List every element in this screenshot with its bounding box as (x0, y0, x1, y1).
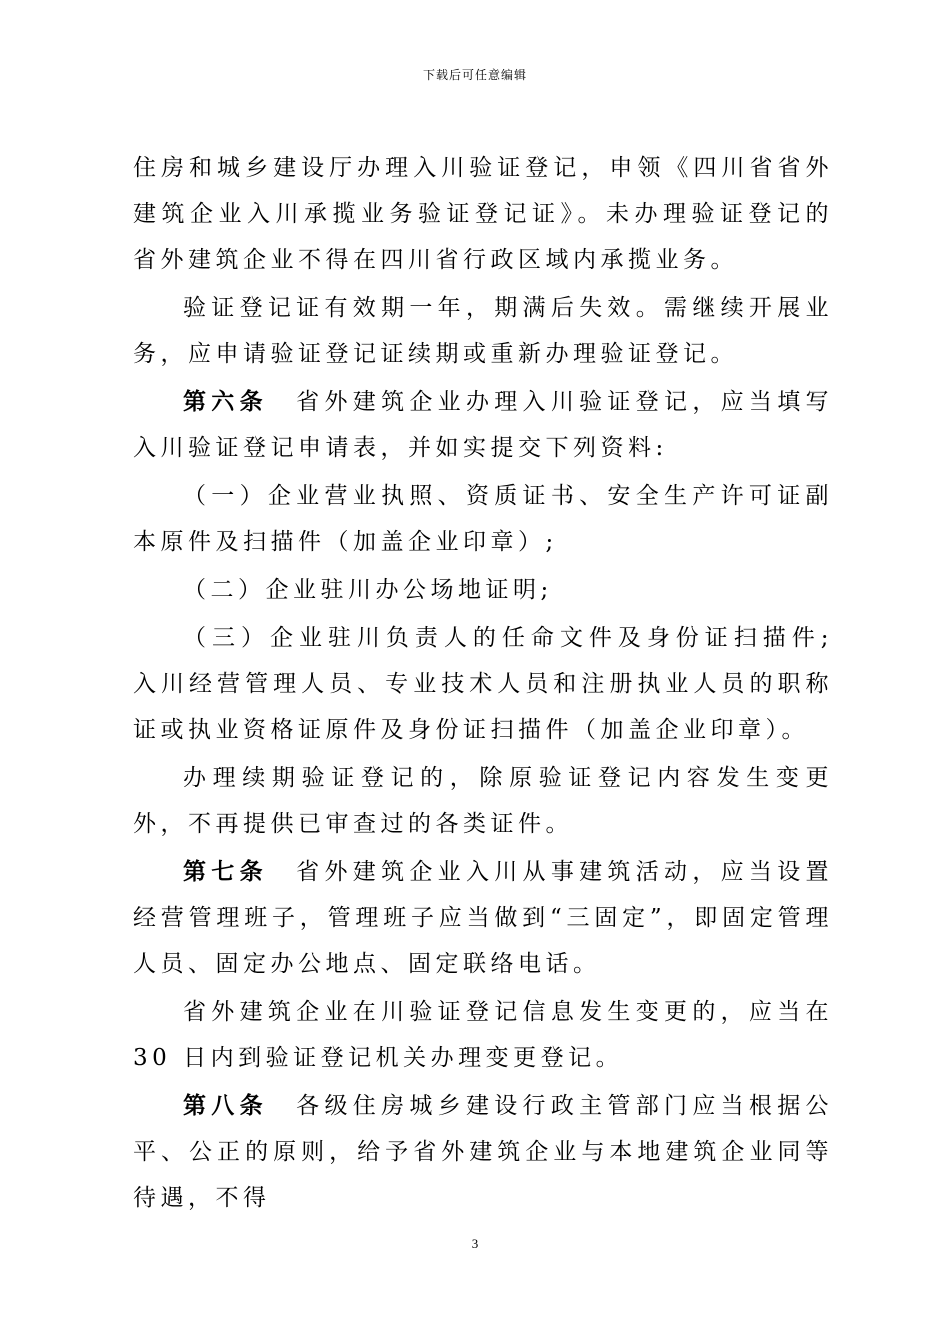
document-body (133, 145, 833, 1221)
page-header: 下载后可任意编辑 (422, 68, 527, 82)
page-number: 3 (471, 1236, 479, 1251)
list-item (133, 615, 833, 753)
paragraph-text: 省外建筑企业入川从事建筑活动，应当设置经营管理班子，管理班子应当做到“三固定”，即固定管理人员、固定办公地点、固定联络电话。 (133, 859, 834, 977)
list-item (133, 473, 833, 565)
article-heading: 第七条 (183, 858, 268, 885)
paragraph (133, 285, 833, 377)
paragraph-continuation (133, 145, 833, 283)
paragraph-text: （一）企业营业执照、资质证书、安全生产许可证副本原件及扫描件（加盖企业印章）; (133, 483, 833, 555)
article-7 (133, 849, 833, 987)
paragraph (133, 755, 833, 847)
paragraph-text: 省外建筑企业办理入川验证登记，应当填写入川验证登记申请表，并如实提交下列资料: (133, 389, 834, 461)
article-heading: 第八条 (183, 1092, 268, 1119)
list-item (133, 567, 833, 613)
paragraph (133, 989, 833, 1081)
paragraph-text: 各级住房城乡建设行政主管部门应当根据公平、公正的原则，给予省外建筑企业与本地建筑企业同等待遇，不得 (133, 1093, 834, 1211)
article-8 (133, 1083, 833, 1221)
paragraph-text: 办理续期验证登记的，除原验证登记内容发生变更外，不再提供已审查过的各类证件。 (133, 765, 833, 837)
paragraph-text: （二）企业驻川办公场地证明; (183, 577, 553, 603)
article-6 (133, 379, 833, 471)
article-heading: 第六条 (183, 388, 268, 415)
paragraph-text: 验证登记证有效期一年，期满后失效。需继续开展业务，应申请验证登记证续期或重新办理验证登记。 (133, 295, 833, 367)
paragraph-text: 省外建筑企业在川验证登记信息发生变更的，应当在 30 日内到验证登记机关办理变更登记。 (133, 999, 833, 1071)
paragraph-text: 住房和城乡建设厅办理入川验证登记，申领《四川省省外建筑企业入川承揽业务验证登记证》。未办理验证登记的省外建筑企业不得在四川省行政区域内承揽业务。 (133, 155, 833, 273)
paragraph-text: （三）企业驻川负责人的任命文件及身份证扫描件; 入川经营管理人员、专业技术人员和注册执业人员的职称证或执业资格证原件及身份证扫描件（加盖企业印章）。 (133, 625, 833, 743)
